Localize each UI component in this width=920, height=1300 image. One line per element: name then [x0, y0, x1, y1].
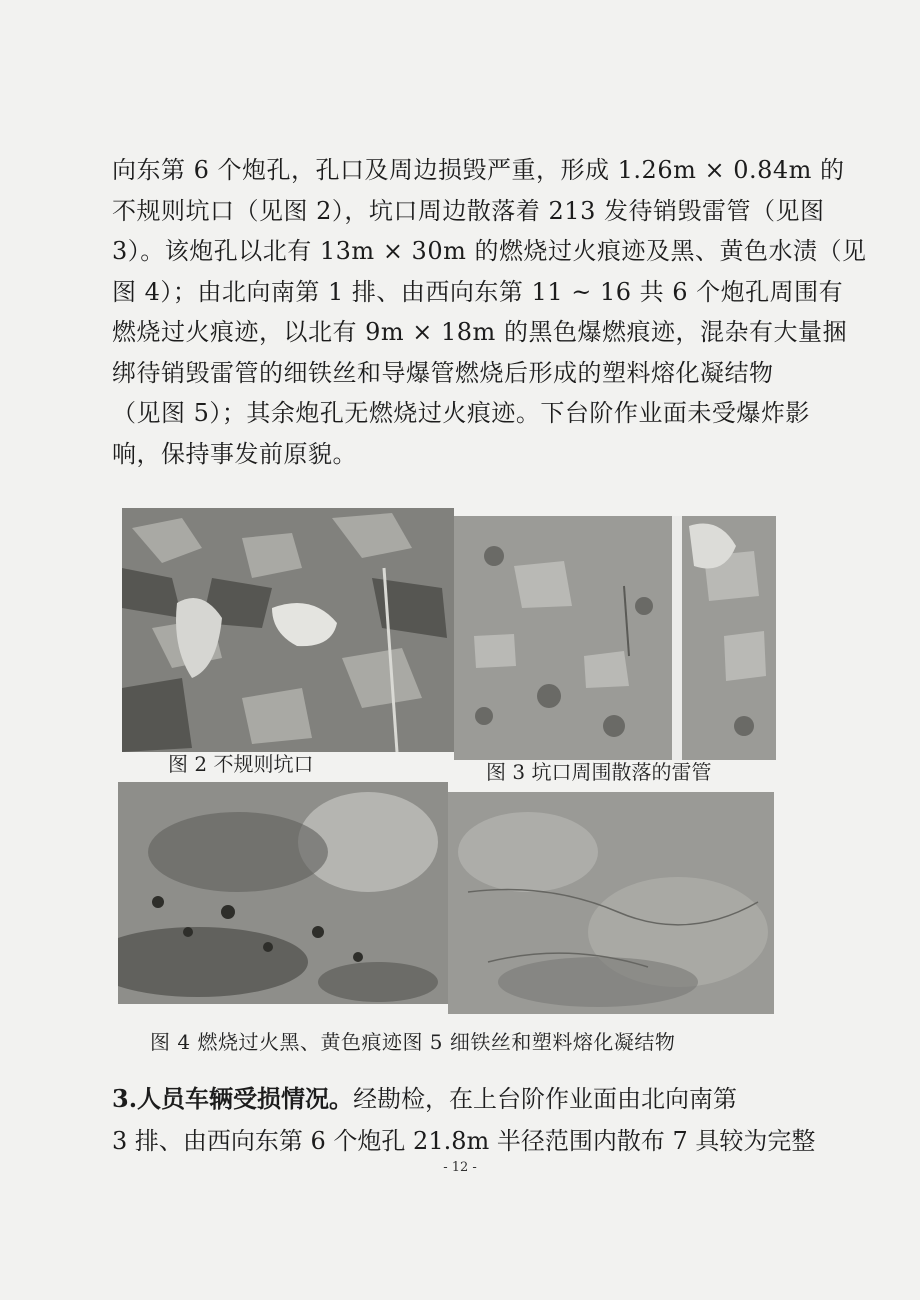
figure-4-5-caption: 图 4 燃烧过火黑、黄色痕迹图 5 细铁丝和塑料熔化凝结物	[150, 1030, 676, 1054]
figure-3-photo	[454, 516, 776, 760]
body-paragraph	[112, 150, 867, 474]
figure-3-caption: 图 3 坑口周围散落的雷管	[486, 760, 712, 784]
figure-2-caption: 图 2 不规则坑口	[168, 752, 314, 776]
paragraph-line: 响，保持事发前原貌。	[112, 439, 357, 468]
paragraph-line: 向东第 6 个炮孔，孔口及周边损毁严重，形成 1.26m × 0.84m 的	[112, 156, 845, 184]
section-line: 3 排、由西向东第 6 个炮孔 21.8m 半径范围内散布 7 具较为完整	[112, 1127, 816, 1155]
section-paragraph	[112, 1078, 816, 1162]
section-line	[112, 1078, 812, 1120]
paragraph-line: 不规则坑口（见图 2），坑口周边散落着 213 发待销毁雷管（见图	[112, 196, 825, 225]
figure-5-photo	[448, 792, 774, 1014]
figure-4-photo	[118, 782, 448, 1004]
paragraph-line: 图 4）；由北向南第 1 排、由西向东第 11 ~ 16 共 6 个炮孔周围有	[112, 277, 844, 306]
paragraph-line: 燃烧过火痕迹，以北有 9m × 18m 的黑色爆燃痕迹，混杂有大量捆	[112, 318, 847, 346]
paragraph-line: （见图 5）；其余炮孔无燃烧过火痕迹。下台阶作业面未受爆炸影	[112, 399, 810, 427]
paragraph-line: 3）。该炮孔以北有 13m × 30m 的燃烧过火痕迹及黑、黄色水渍（见	[112, 237, 867, 265]
figure-2-photo	[122, 508, 454, 752]
paragraph-line: 绑待销毁雷管的细铁丝和导爆管燃烧后形成的塑料熔化凝结物	[112, 358, 774, 387]
page-number: - 12 -	[443, 1160, 477, 1175]
section-text: 经勘检，在上台阶作业面由北向南第	[353, 1085, 738, 1113]
section-heading: 3.人员车辆受损情况。	[112, 1084, 354, 1113]
